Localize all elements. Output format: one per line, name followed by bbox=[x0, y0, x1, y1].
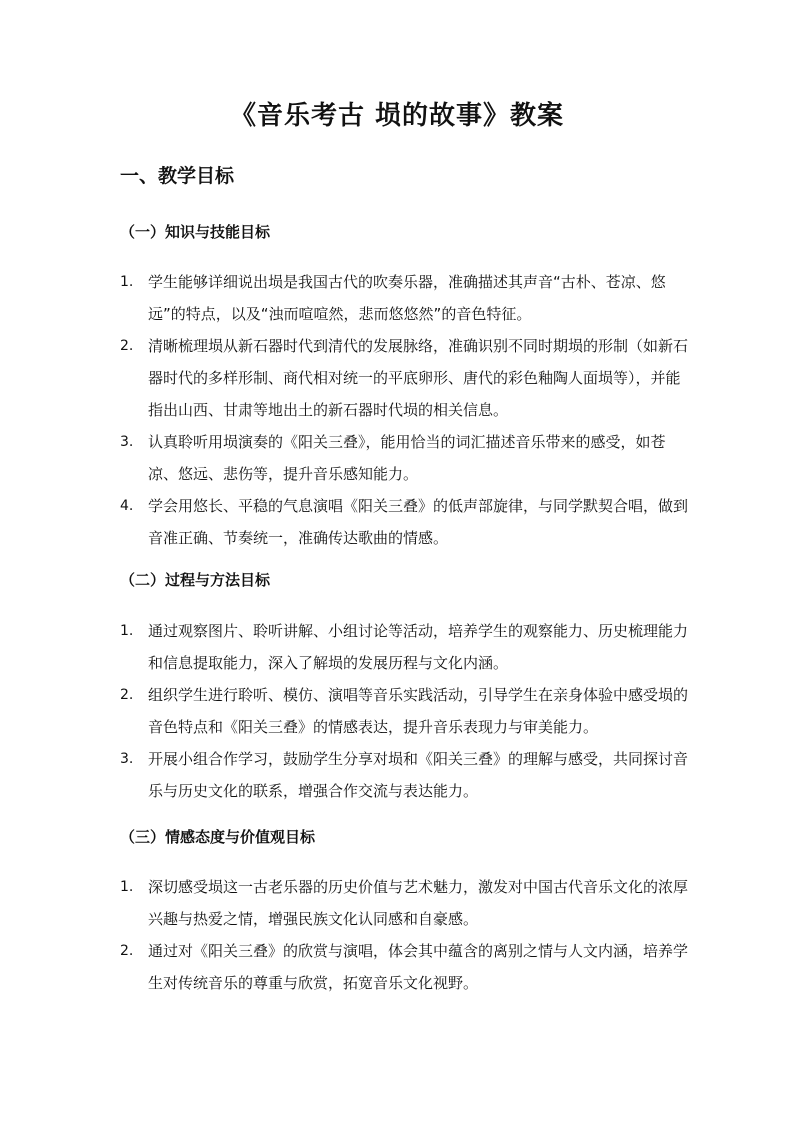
list-item-number: 2. bbox=[120, 338, 134, 354]
list-item-number: 1. bbox=[120, 623, 134, 639]
emotion-values-list bbox=[120, 871, 690, 999]
list-item-number: 3. bbox=[120, 751, 134, 767]
list-item-number: 2. bbox=[120, 943, 134, 959]
section-heading-teaching-goals: 一、教学目标 bbox=[120, 165, 235, 187]
list-item-number: 4. bbox=[120, 498, 134, 514]
list-item bbox=[120, 871, 690, 935]
list-item bbox=[120, 743, 690, 807]
list-item-text: 通过对《阳关三叠》的欣赏与演唱，体会其中蕴含的离别之情与人文内涵，培养学生对传统音乐的尊重与欣赏，拓宽音乐文化视野。 bbox=[148, 942, 689, 992]
list-item bbox=[120, 490, 690, 554]
knowledge-skills-list bbox=[120, 266, 690, 554]
list-item-number: 2. bbox=[120, 687, 134, 703]
list-item-text: 深切感受埙这一古老乐器的历史价值与艺术魅力，激发对中国古代音乐文化的浓厚兴趣与热爱之情，增强民族文化认同感和自豪感。 bbox=[148, 878, 689, 928]
list-item bbox=[120, 330, 690, 426]
list-item bbox=[120, 266, 690, 330]
list-item-text: 通过观察图片、聆听讲解、小组讨论等活动，培养学生的观察能力、历史梳理能力和信息提取能力，深入了解埙的发展历程与文化内涵。 bbox=[148, 622, 689, 672]
subsection-heading-emotion-values: （三）情感态度与价值观目标 bbox=[120, 828, 316, 846]
list-item bbox=[120, 679, 690, 743]
list-item-number: 1. bbox=[120, 274, 134, 290]
document-title: 《音乐考古 埙的故事》教案 bbox=[229, 101, 565, 131]
list-item-text: 学会用悠长、平稳的气息演唱《阳关三叠》的低声部旋律，与同学默契合唱，做到音准正确、节奏统一，准确传达歌曲的情感。 bbox=[148, 497, 689, 547]
list-item bbox=[120, 426, 690, 490]
list-item-number: 1. bbox=[120, 879, 134, 895]
list-item bbox=[120, 615, 690, 679]
list-item-text: 认真聆听用埙演奏的《阳关三叠》，能用恰当的词汇描述音乐带来的感受，如苍凉、悠远、悲伤等，提升音乐感知能力。 bbox=[148, 433, 666, 483]
subsection-heading-knowledge-skills: （一）知识与技能目标 bbox=[120, 223, 271, 241]
list-item-text: 学生能够详细说出埙是我国古代的吹奏乐器，准确描述其声音“古朴、苍凉、悠远”的特点，以及“浊而喧喧然，悲而悠悠然”的音色特征。 bbox=[148, 273, 666, 323]
list-item-text: 组织学生进行聆听、模仿、演唱等音乐实践活动，引导学生在亲身体验中感受埙的音色特点和《阳关三叠》的情感表达，提升音乐表现力与审美能力。 bbox=[148, 686, 689, 736]
list-item-text: 清晰梳理埙从新石器时代到清代的发展脉络，准确识别不同时期埙的形制（如新石器时代的多样形制、商代相对统一的平底卵形、唐代的彩色釉陶人面埙等），并能指出山西、甘肃等地出土的新石器时代埙的相关信息。 bbox=[148, 337, 689, 419]
list-item-text: 开展小组合作学习，鼓励学生分享对埙和《阳关三叠》的理解与感受，共同探讨音乐与历史文化的联系，增强合作交流与表达能力。 bbox=[148, 750, 689, 800]
list-item-number: 3. bbox=[120, 434, 134, 450]
list-item bbox=[120, 935, 690, 999]
process-methods-list bbox=[120, 615, 690, 807]
subsection-heading-process-methods: （二）过程与方法目标 bbox=[120, 571, 271, 589]
